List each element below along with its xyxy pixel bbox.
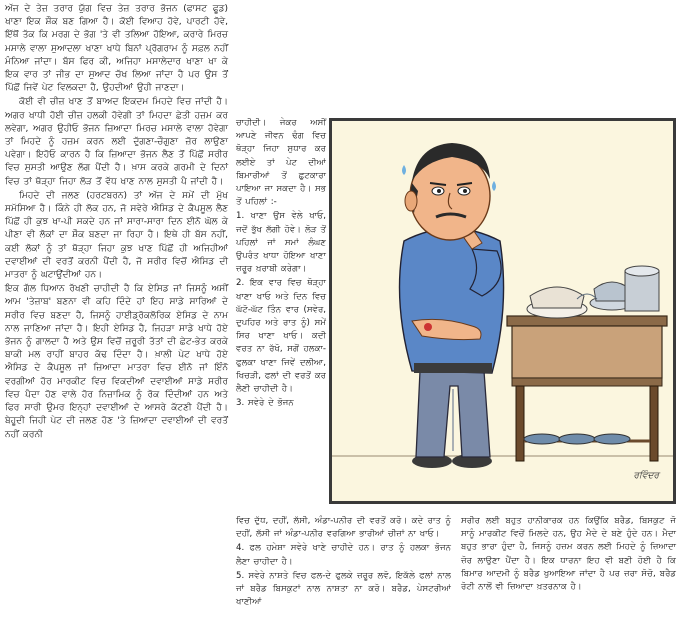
cartoon-illustration (329, 118, 676, 504)
paragraph: ਵਿਚ ਦੁੱਧ, ਦਹੀਂ, ਲੱਸੀ, ਅੰਡਾ-ਪਨੀਰ ਦੀ ਵਰਤੋਂ ਕਰੋ। ਕਦੇ ਰਾਤ ਨੂੰ ਦਹੀਂ, ਲੱਸੀ ਜਾਂ ਅੰਡਾ-ਪਨੀਰ ਵਰਗਿਆ ਭਾਰੀਆਂ ਚੀਜ਼ਾਂ ਨਾ ਖਾਓ। (236, 516, 451, 540)
paragraph: ਇਕ ਗੱਲ ਧਿਆਨ ਰੱਖਣੀ ਚਾਹੀਦੀ ਹੈ ਕਿ ਏਸਿਡ ਜਾਂ ਜਿਸਨੂੰ ਅਸੀਂ ਆਮ 'ਤੇਜ਼ਾਬ' ਬਣਨਾ ਵੀ ਕਹਿ ਦਿੰਦੇ ਹਾਂ ਇਹ ਸਾਡੇ ਸਾਰਿਆਂ ਦੇ ਸਰੀਰ ਵਿਚ ਬਣਦਾ ਹੈ, ਜਿਸਨੂੰ ਹਾਈਡ੍ਰੋਕਲੋਰਿਕ ਏਸਿਡ ਦੇ ਨਾਮ ਨਾਲ ਜਾਣਿਆ ਜਾਂਦਾ ਹੈ। ਇਹੀ ਏਸਿਡ ਹੈ, ਜਿਹੜਾ ਸਾਡੇ ਖਾਧੇ ਹੋਏ ਭੋਜਨ ਨੂੰ ਗਾਲਦਾ ਹੈ ਅਤੇ ਉਸ ਵਿਚੋਂ ਜ਼ਰੂਰੀ ਤੱਤਾਂ ਦੀ ਛੇਟ-ਭੇਤ ਕਰਕੇ ਬਾਕੀ ਮਲ ਰਾਹੀਂ ਬਾਹਰ ਕੱਢ ਦਿੰਦਾ ਹੈ। ਖ਼ਾਲੀ ਪੇਟ ਖਾਧੇ ਹੋਏ ਐਸਿਡ ਦੇ ਕੈਪਸੂਲ ਜਾਂ ਜ਼ਿਆਦਾ ਮਾਤਰਾ ਵਿਚ ਈਨੋ ਜਾਂ ਇੰਨੋ ਵਰਗੀਆਂ ਹੋਰ ਮਾਰਕੀਟ ਵਿਚ ਵਿਕਦੀਆਂ ਦਵਾਈਆਂ ਸਾਡੇ ਸਰੀਰ ਵਿਚ ਪੈਦਾ ਹੋਣ ਵਾਲੇ ਹੋਰ ਨਿਜ਼ਾਮਿਕ ਨੂੰ ਰੋਕ ਦਿੰਦੀਆਂ ਹਨ ਅਤੇ ਫਿਰ ਸਾਰੀ ਉਮਰ ਇਨ੍ਹਾਂ ਦਵਾਈਆਂ ਦੇ ਆਸਰੇ ਕੱਟਣੀ ਪੈਂਦੀ ਹੈ। ਬੇਹੂਦੀ ਜਿਹੀ ਪੇਟ ਦੀ ਜਲਣ ਹੋਣ 'ਤੇ ਜ਼ਿਆਦਾ ਦਵਾਈਆਂ ਦੀ ਵਰਤੋਂ ਨਹੀਂ ਕਰਨੀ (5, 284, 228, 440)
paragraph: ਕੋਈ ਵੀ ਚੀਜ਼ ਖਾਣ ਤੋਂ ਬਾਅਦ ਇਕਦਮ ਮਿਹਦੇ ਵਿਚ ਜਾਂਦੀ ਹੈ। ਅਗਰ ਖਾਧੀ ਹੋਈ ਚੀਜ਼ ਹਲਕੀ ਹੋਵੇਗੀ ਤਾਂ ਮਿਹਦਾ ਛੇਤੀ ਹਜ਼ਮ ਕਰ ਲਵੇਗਾ, ਅਗਰ ਉਹੀਓ ਭੋਜਨ ਜ਼ਿਆਦਾ ਮਿਰਚ ਮਸਾਲੇ ਵਾਲਾ ਹੋਵੇਗਾ ਤਾਂ ਮਿਹਦੇ ਨੂੰ ਹਜ਼ਮ ਕਰਨ ਲਈ ਦੁੱਗਣਾ-ਚੌਗੁਣਾ ਜ਼ੋਰ ਲਾਉਣਾ ਪਵੇਗਾ। ਇਹੋਓ ਕਾਰਨ ਹੈ ਕਿ ਜ਼ਿਆਦਾ ਭੋਜਨ ਲੈਣ ਤੋਂ ਪਿੱਛੋਂ ਸਰੀਰ ਵਿਚ ਸੁਸਤੀ ਆਉਣ ਲੱਗ ਪੈਂਦੀ ਹੈ। ਖ਼ਾਸ ਕਰਕੇ ਗਰਮੀ ਦੇ ਦਿਨਾਂ ਵਿਚ ਤਾਂ ਥੋੜ੍ਹਾ ਜਿਹਾ ਲੋੜ ਤੋਂ ਵੱਧ ਖਾਣ ਨਾਲ ਸੁਸਤੀ ਪੈ ਜਾਂਦੀ ਹੈ। (5, 97, 228, 187)
paragraph: ਅੱਜ ਦੇ ਤੇਜ਼ ਤਰਾਰ ਯੁੱਗ ਵਿਚ ਤੇਜ਼ ਤਰਾਰ ਭੋਜਨ (ਫਾਸਟ ਫੂਡ) ਖਾਣਾ ਇਕ ਸ਼ੌਕ ਬਣ ਗਿਆ ਹੈ। ਕੋਈ ਵਿਆਹ ਹੋਵੇ, ਪਾਰਟੀ ਹੋਵੇ, ਇੱਥੋਂ ਤੱਕ ਕਿ ਮਰਗ ਦੇ ਭੋਗ 'ਤੇ ਵੀ ਤਲਿਆ ਹੋਇਆ, ਕਰਾਰੇ ਮਿਰਚ ਮਸਾਲੇ ਵਾਲਾ ਸੁਆਦਲਾ ਖਾਣਾ ਖਾਧੇ ਬਿਨਾਂ ਪ੍ਰੋਗਰਾਮ ਨੂੰ ਸਫ਼ਲ ਨਹੀਂ ਮੰਨਿਆ ਜਾਂਦਾ। ਬੱਸ ਫਿਰ ਕੀ, ਅਜਿਹਾ ਮਸਾਲੇਦਾਰ ਖਾਣਾ ਖਾ ਕੇ ਇਕ ਵਾਰ ਤਾਂ ਜੀਭ ਦਾ ਸੁਆਦ ਚੱਖ ਲਿਆ ਜਾਂਦਾ ਹੈ ਪਰ ਉਸ ਤੋਂ ਪਿੱਛੋਂ ਜਿਵੇਂ ਪੇਟ ਵਿਲਕਦਾ ਹੈ, ਉਹਦੀਆਂ ਉਹੀ ਜਾਣਦਾ। (5, 4, 228, 94)
list-item: 1. ਖਾਣਾ ਉਸ ਵੇਲੇ ਖਾਓ, ਜਦੋਂ ਭੁੱਖ ਲੱਗੀ ਹੋਵੇ। ਲੋੜ ਤੋਂ ਪਹਿਲਾਂ ਜਾਂ ਸਮਾਂ ਲੰਘਣ ਉਪਰੰਤ ਖਾਧਾ ਹੋਇਆ ਖਾਣਾ ਜ਼ਰੂਰ ਖ਼ਰਾਬੀ ਕਰੇਗਾ। (236, 211, 326, 275)
bottom-left-text (236, 515, 451, 610)
list-item: 3. ਸਵੇਰੇ ਦੇ ਭੋਜਨ (236, 398, 294, 409)
article-column-bottom (236, 515, 676, 610)
paragraph: ਮਿਹਦੇ ਦੀ ਜਲਣ (ਹਰਟਬਰਨ) ਤਾਂ ਅੱਜ ਦੇ ਸਮੇਂ ਦੀ ਮੁੱਖ ਸਮੱਸਿਆ ਹੈ। ਕਿੰਨੇ ਹੀ ਲੋਕ ਹਨ, ਜੋ ਸਵੇਰੇ ਐਸਿਡ ਦੇ ਕੈਪਸੂਲ ਲੈਣ ਪਿੱਛੋਂ ਹੀ ਕੁਝ ਖਾ-ਪੀ ਸਕਦੇ ਹਨ ਜਾਂ ਸਾਰਾ-ਸਾਰਾ ਦਿਨ ਈਨੋ ਘੋਲ ਕੇ ਪੀਣਾ ਵੀ ਲੋਕਾਂ ਦਾ ਸ਼ੌਕ ਬਣਦਾ ਜਾ ਰਿਹਾ ਹੈ। ਇਥੇ ਹੀ ਬੱਸ ਨਹੀਂ, ਕਈ ਲੋਕਾਂ ਨੂੰ ਤਾਂ ਥੋੜ੍ਹਾ ਜਿਹਾ ਕੁਝ ਖਾਣ ਪਿੱਛੋਂ ਹੀ ਅਜਿਹੀਆਂ ਦਵਾਈਆਂ ਦੀ ਵਰਤੋਂ ਕਰਨੀ ਪੈਂਦੀ ਹੈ, ਜੋ ਸਰੀਰ ਵਿਚੋਂ ਐਸਿਡ ਦੀ ਮਾਤਰਾ ਨੂੰ ਘਟਾਉਂਦੀਆਂ ਹਨ। (5, 190, 228, 281)
article-column-left (5, 3, 228, 443)
article-column-middle (236, 117, 326, 411)
bottom-right-text (461, 515, 676, 610)
paragraph: ਚਾਹੀਦੀ। ਜੇਕਰ ਅਸੀਂ ਆਪਣੇ ਜੀਵਨ ਢੰਗ ਵਿਚ ਥੋੜ੍ਹਾ ਜਿਹਾ ਸੁਧਾਰ ਕਰ ਲਈਏ ਤਾਂ ਪੇਟ ਦੀਆਂ ਬਿਮਾਰੀਆਂ ਤੋਂ ਛੁਟਕਾਰਾ ਪਾਇਆ ਜਾ ਸਕਦਾ ਹੈ। ਸਭ ਤੋਂ ਪਹਿਲਾਂ :- (236, 118, 326, 208)
man-with-stomach-ache-drawing (332, 121, 673, 501)
list-item: 4. ਫਲ ਹਮੇਸ਼ਾ ਸਵੇਰੇ ਖਾਣੇ ਚਾਹੀਦੇ ਹਨ। ਰਾਤ ਨੂੰ ਹਲਕਾ ਭੋਜਨ ਲੈਣਾ ਚਾਹੀਦਾ ਹੈ। (236, 543, 451, 567)
list-item: 2. ਇਕ ਵਾਰ ਵਿਚ ਥੋੜ੍ਹਾ ਖਾਣਾ ਖਾਓ ਅਤੇ ਦਿਨ ਵਿਚ ਘੱਟੋ-ਘੱਟ ਤਿੰਨ ਵਾਰ (ਸਵੇਰ, ਦੁਪਹਿਰ ਅਤੇ ਰਾਤ ਨੂੰ) ਸਮੇਂ ਸਿਰ ਖਾਣਾ ਖਾਓ। ਕਦੀ ਵਰਤ ਨਾ ਰੱਖੋ, ਸਗੋਂ ਹਲਕਾ-ਫੁਲਕਾ ਖਾਣਾ ਜਿਵੇਂ ਦਲੀਆ, ਖਿਚੜੀ, ਫਲਾਂ ਦੀ ਵਰਤੋਂ ਕਰ ਲੈਣੀ ਚਾਹੀਦੀ ਹੈ। (236, 278, 326, 395)
artist-signature: ਰਵਿੰਦਰ (633, 471, 659, 481)
paragraph: ਸਰੀਰ ਲਈ ਬਹੁਤ ਹਾਨੀਕਾਰਕ ਹਨ ਕਿਉਂਕਿ ਬਰੈਡ, ਬਿਸਕੁਟ ਜੋ ਸਾਨੂੰ ਮਾਰਕੀਟ ਵਿਚੋਂ ਮਿਲਦੇ ਹਨ, ਉਹ ਮੈਦੇ ਦੇ ਬਣੇ ਹੁੰਦੇ ਹਨ। ਮੈਦਾ ਬਹੁਤ ਭਾਰਾ ਹੁੰਦਾ ਹੈ, ਜਿਸਨੂੰ ਹਜ਼ਮ ਕਰਨ ਲਈ ਮਿਹਦੇ ਨੂੰ ਜ਼ਿਆਦਾ ਜ਼ੋਰ ਲਾਉਣਾ ਪੈਂਦਾ ਹੈ। ਇਕ ਧਾਰਨਾ ਇਹ ਵੀ ਬਣੀ ਹੋਈ ਹੈ ਕਿ ਬਿਮਾਰ ਆਦਮੀ ਨੂੰ ਬਰੈਡ ਖੁਆਇਆ ਜਾਂਦਾ ਹੈ ਪਰ ਜ਼ਰਾ ਸੋਚੋ, ਬਰੈਡ ਰੋਟੀ ਨਾਲੋਂ ਵੀ ਜ਼ਿਆਦਾ ਖ਼ਤਰਨਾਕ ਹੈ। (461, 516, 676, 593)
list-item: 5. ਸਵੇਰੇ ਨਾਸ਼ਤੇ ਵਿਚ ਫਲ-ਦੇ ਫੁਲਕੇ ਜ਼ਰੂਰ ਲਵੋ, ਇਕੱਲੇ ਫਲਾਂ ਨਾਲ ਜਾਂ ਬਰੈਡ ਬਿਸਕੁਟਾਂ ਨਾਲ ਨਾਸ਼ਤਾ ਨਾ ਕਰੋ। ਬਰੈਡ, ਪੇਸਟਰੀਆਂ ਖਾਣੀਆਂ (236, 570, 451, 608)
